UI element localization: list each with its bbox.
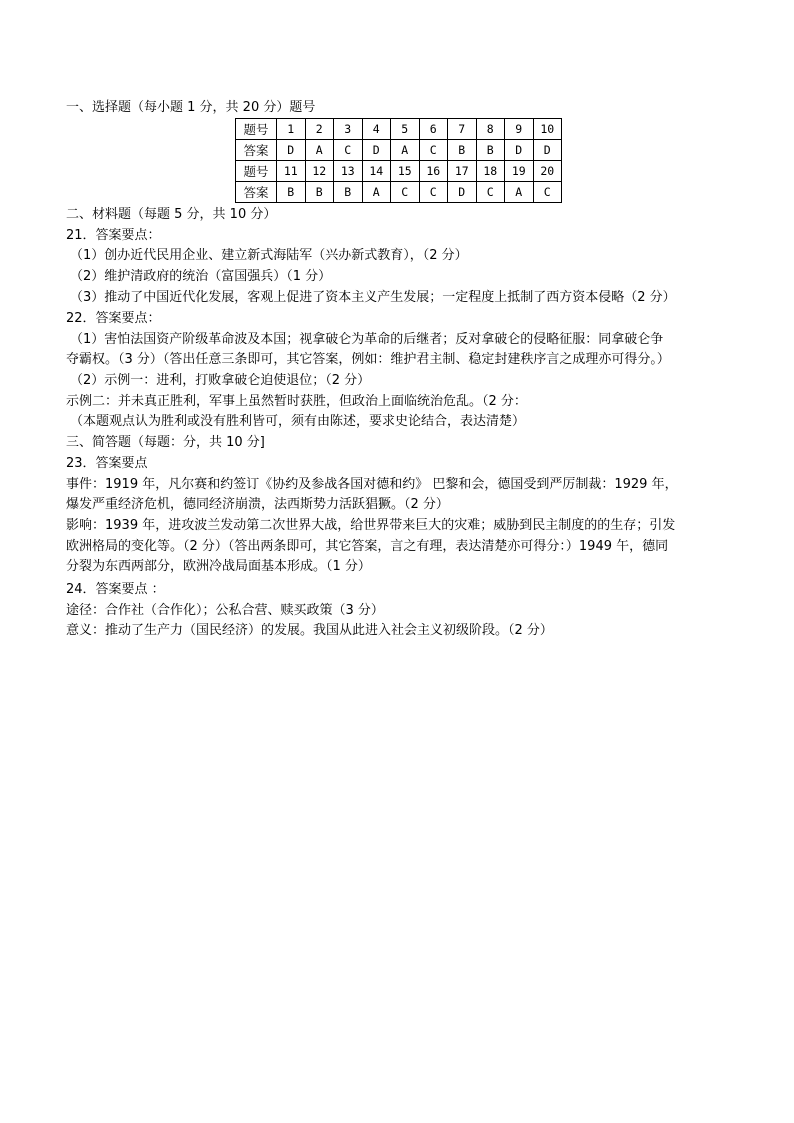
table-cell: 12 (305, 161, 334, 182)
section2-heading: 二、材料题（每题 5 分，共 10 分） (66, 207, 277, 222)
q22-point-1a: （1）害怕法国资产阶级革命波及本国；视拿破仑为革命的后继者；反对拿破仑的侵略征服：同拿破仑争 (70, 332, 664, 347)
table-cell: 14 (362, 161, 391, 182)
table-cell: B (448, 140, 477, 161)
table-cell: 17 (448, 161, 477, 182)
table-cell: 3 (334, 119, 363, 140)
row-header: 题号 (236, 161, 277, 182)
table-cell: 11 (277, 161, 306, 182)
table-cell: 4 (362, 119, 391, 140)
table-cell: 10 (533, 119, 562, 140)
table-cell: 19 (505, 161, 534, 182)
table-row-answers-1 (236, 140, 562, 161)
q22-title: 22．答案要点： (66, 311, 161, 326)
table-row-numbers-1 (236, 119, 562, 140)
table-cell: B (476, 140, 505, 161)
row-header: 题号 (236, 119, 277, 140)
table-cell: 7 (448, 119, 477, 140)
q24-path: 途径：合作社（合作化）；公私合营、赎买政策（3 分） (66, 603, 384, 618)
table-row-numbers-2 (236, 161, 562, 182)
table-cell: C (334, 140, 363, 161)
q24-meaning: 意义：推动了生产力（国民经济）的发展。我国从此进入社会主义初级阶段。（2 分） (66, 623, 553, 638)
table-cell: 16 (419, 161, 448, 182)
table-cell: A (362, 182, 391, 203)
q23-event-a: 事件：1919 年，凡尔赛和约签订《协约及参战各国对德和约》 巴黎和会，德国受到严厉制裁：1929 年， (66, 477, 678, 492)
table-cell: B (334, 182, 363, 203)
table-cell: 5 (391, 119, 420, 140)
row-header: 答案 (236, 140, 277, 161)
q23-impact-b: 欧洲格局的变化等。（2 分）（答出两条即可，其它答案，言之有理，表达清楚亦可得分：）1949 午，德同 (66, 539, 669, 554)
table-cell: 1 (277, 119, 306, 140)
table-cell: C (419, 182, 448, 203)
q21-title: 21．答案要点： (66, 228, 161, 243)
q23-title: 23．答案要点 (66, 456, 148, 471)
section1-heading: 一、选择题（每小题 1 分，共 20 分）题号 (66, 100, 316, 115)
table-cell: 20 (533, 161, 562, 182)
table-cell: D (533, 140, 562, 161)
table-cell: A (305, 140, 334, 161)
table-cell: C (533, 182, 562, 203)
q24-title: 24．答案要点 ： (66, 582, 165, 597)
table-cell: A (391, 140, 420, 161)
q21-point-3: （3）推动了中国近代化发展，客观上促进了资本主义产生发展；一定程度上抵制了西方资本侵略（2 分） (70, 290, 676, 305)
table-cell: C (476, 182, 505, 203)
table-cell: 9 (505, 119, 534, 140)
q23-impact-a: 影响：1939 年，进攻波兰发动第二次世界大战，给世界带来巨大的灾难；威胁到民主制度的的生存；引发 (66, 518, 676, 533)
section3-heading: 三、简答题（每题：分，共 10 分] (66, 435, 265, 450)
table-cell: 13 (334, 161, 363, 182)
q21-point-2: （2）维护清政府的统治（富国强兵）（1 分） (70, 269, 332, 284)
q23-event-b: 爆发严重经济危机，德同经济崩溃，法西斯势力活跃猖獗。（2 分） (66, 497, 449, 512)
row-header: 答案 (236, 182, 277, 203)
q22-note: （本题观点认为胜利或没有胜利皆可，须有由陈述，要求史论结合，表达清楚） (70, 414, 526, 429)
q23-impact-c: 分裂为东西两部分，欧洲冷战局面基本形成。（1 分） (66, 559, 371, 574)
table-row-answers-2 (236, 182, 562, 203)
table-cell: 2 (305, 119, 334, 140)
table-cell: 15 (391, 161, 420, 182)
table-cell: D (448, 182, 477, 203)
table-cell: A (505, 182, 534, 203)
table-cell: C (419, 140, 448, 161)
table-cell: D (362, 140, 391, 161)
table-cell: B (305, 182, 334, 203)
table-cell: D (505, 140, 534, 161)
table-cell: 6 (419, 119, 448, 140)
table-cell: B (277, 182, 306, 203)
q22-point-2: （2）示例一：进利，打败拿破仑迫使退位；（2 分） (70, 373, 371, 388)
q21-point-1: （1）创办近代民用企业、建立新式海陆军（兴办新式教育），（2 分） (70, 248, 468, 263)
table-cell: C (391, 182, 420, 203)
table-cell: 18 (476, 161, 505, 182)
table-cell: 8 (476, 119, 505, 140)
q22-point-3: 示例二：并未真正胜利，军事上虽然暂时获胜，但政治上面临统治危乱。（2 分： (66, 394, 527, 409)
answer-table (235, 118, 562, 203)
table-cell: D (277, 140, 306, 161)
q22-point-1b: 夺霸权。（3 分）（答出任意三条即可，其它答案，例如：维护君主制、稳定封建秩序言之成理亦可得分。） (66, 352, 670, 367)
